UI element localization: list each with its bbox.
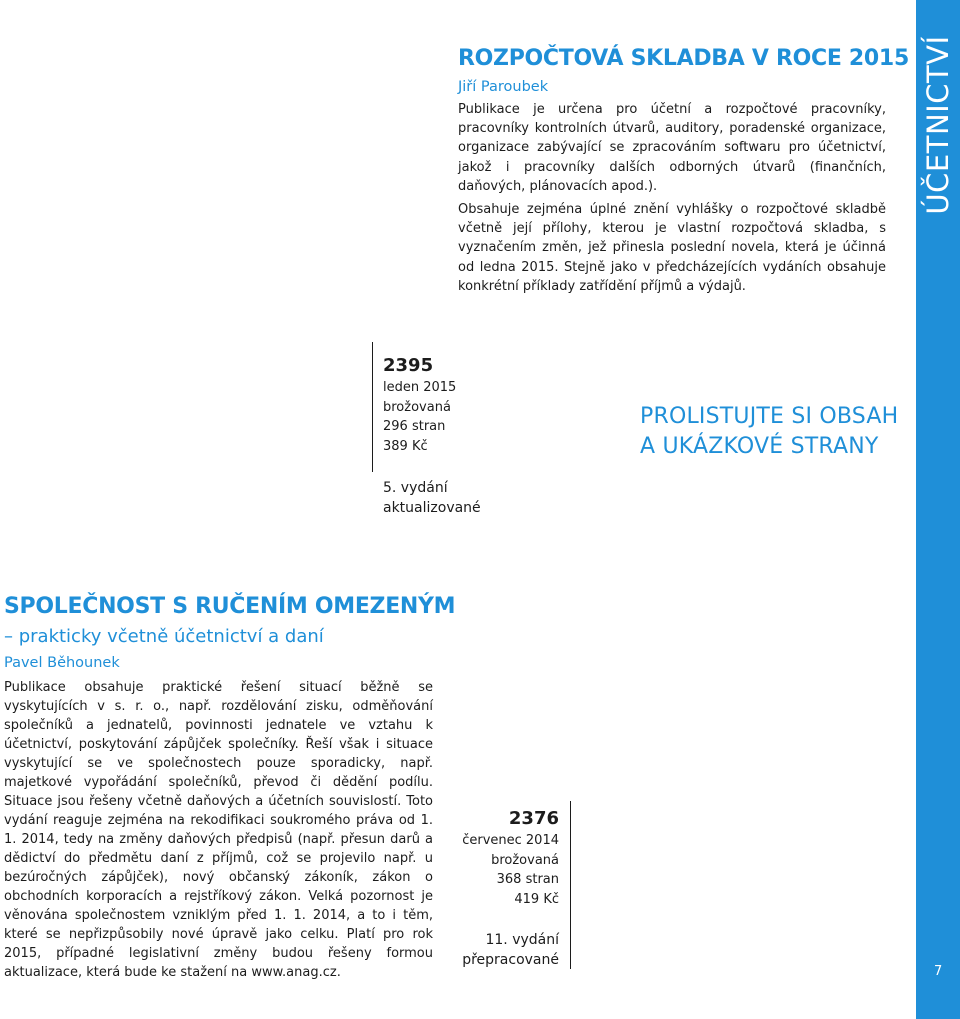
page-number: 7: [934, 964, 943, 979]
section-sidebar: [916, 0, 960, 1019]
browse-contents-line1: PROLISTUJTE SI OBSAH: [640, 404, 899, 429]
book1-pages: 296 stran: [383, 419, 446, 434]
book1-edition: [383, 479, 481, 518]
browse-contents-line2: A UKÁZKOVÉ STRANY: [640, 434, 879, 459]
book1-paragraph-1: Publikace je určena pro účetní a rozpočtové pracovníky, pracovníky kontrolních útvarů, auditory, poradenské organizace, organizace zabývající se zpracováním softwaru pro účetnictví, jakož i pracovníky dalších odborných útvarů (finančních, daňových, plánovacích apod.).: [458, 102, 886, 194]
book2-info: [452, 807, 559, 909]
book2-binding: brožovaná: [491, 852, 559, 868]
book2-edition: [440, 931, 559, 970]
book2-date: červenec 2014: [462, 833, 559, 848]
book2-subtitle: – prakticky včetně účetnictví a daní: [4, 626, 324, 647]
book2-paragraph: Publikace obsahuje praktické řešení situací běžně se vyskytujících v s. r. o., např. rozdělování zisku, odměňování společníků a jednatelů, povinnosti jednatele ve vztahu k účetnictví, poskytování zápůjček společníky. Řeší však i situace vyskytující se ve společnostech pouze sporadicky, např. majetkové vypořádání společníků, převod či dědění podílu. Situace jsou řešeny včetně daňových a účetních souvislostí. Toto vydání reaguje zejména na rekodifikaci soukromého práva od 1. 1. 2014, tedy na změny daňových předpisů (např. přesun darů a dědictví do předmětu daní z příjmů, což se projevilo např. u bezúročných zápůjček), nový občanský zákoník, zákon o obchodních korporacích a rejstříkový zákon. Velká pozornost je věnována společnostem vzniklým před 1. 1. 2014, a to i těm, které se nepřizpůsobily nové úpravě jako celku. Platí pro rok 2015, případné legislativní změny budou řešeny formou aktualizace, která bude ke stažení na www.anag.cz.: [4, 680, 433, 980]
book1-price: 389 Kč: [383, 438, 428, 454]
book1-date: leden 2015: [383, 380, 457, 395]
book1-binding: brožovaná: [383, 399, 451, 415]
browse-contents-link[interactable]: [640, 402, 898, 462]
book2-pages: 368 stran: [496, 872, 559, 887]
book2-info-divider: [570, 801, 571, 969]
book2-author: Pavel Běhounek: [4, 655, 120, 671]
book1-info: [383, 354, 456, 456]
book1-number: 2395: [383, 355, 434, 376]
section-label: ÚČETNICTVÍ: [921, 35, 955, 215]
book1-paragraph-2: Obsahuje zejména úplné znění vyhlášky o rozpočtové skladbě včetně její přílohy, kterou je vlastní rozpočtová skladba, s vyznačením změn, jež přinesla poslední novela, která je účinná od ledna 2015. Stejně jako v předcházejících vydáních obsahuje konkrétní příklady zatřídění příjmů a výdajů.: [458, 202, 886, 294]
book2-title: SPOLEČNOST S RUČENÍM OMEZENÝM: [4, 594, 456, 619]
book2-edition-line2: přepracované: [462, 951, 559, 968]
book1-edition-line2: aktualizované: [383, 499, 481, 516]
book1-edition-line1: 5. vydání: [383, 480, 448, 496]
book2-price: 419 Kč: [514, 891, 559, 907]
book1-info-divider: [372, 342, 373, 472]
book1-author: Jiří Paroubek: [458, 79, 549, 95]
book2-edition-line1: 11. vydání: [485, 932, 559, 948]
book2-number: 2376: [508, 808, 559, 829]
book1-title: ROZPOČTOVÁ SKLADBA V ROCE 2015: [458, 46, 909, 71]
